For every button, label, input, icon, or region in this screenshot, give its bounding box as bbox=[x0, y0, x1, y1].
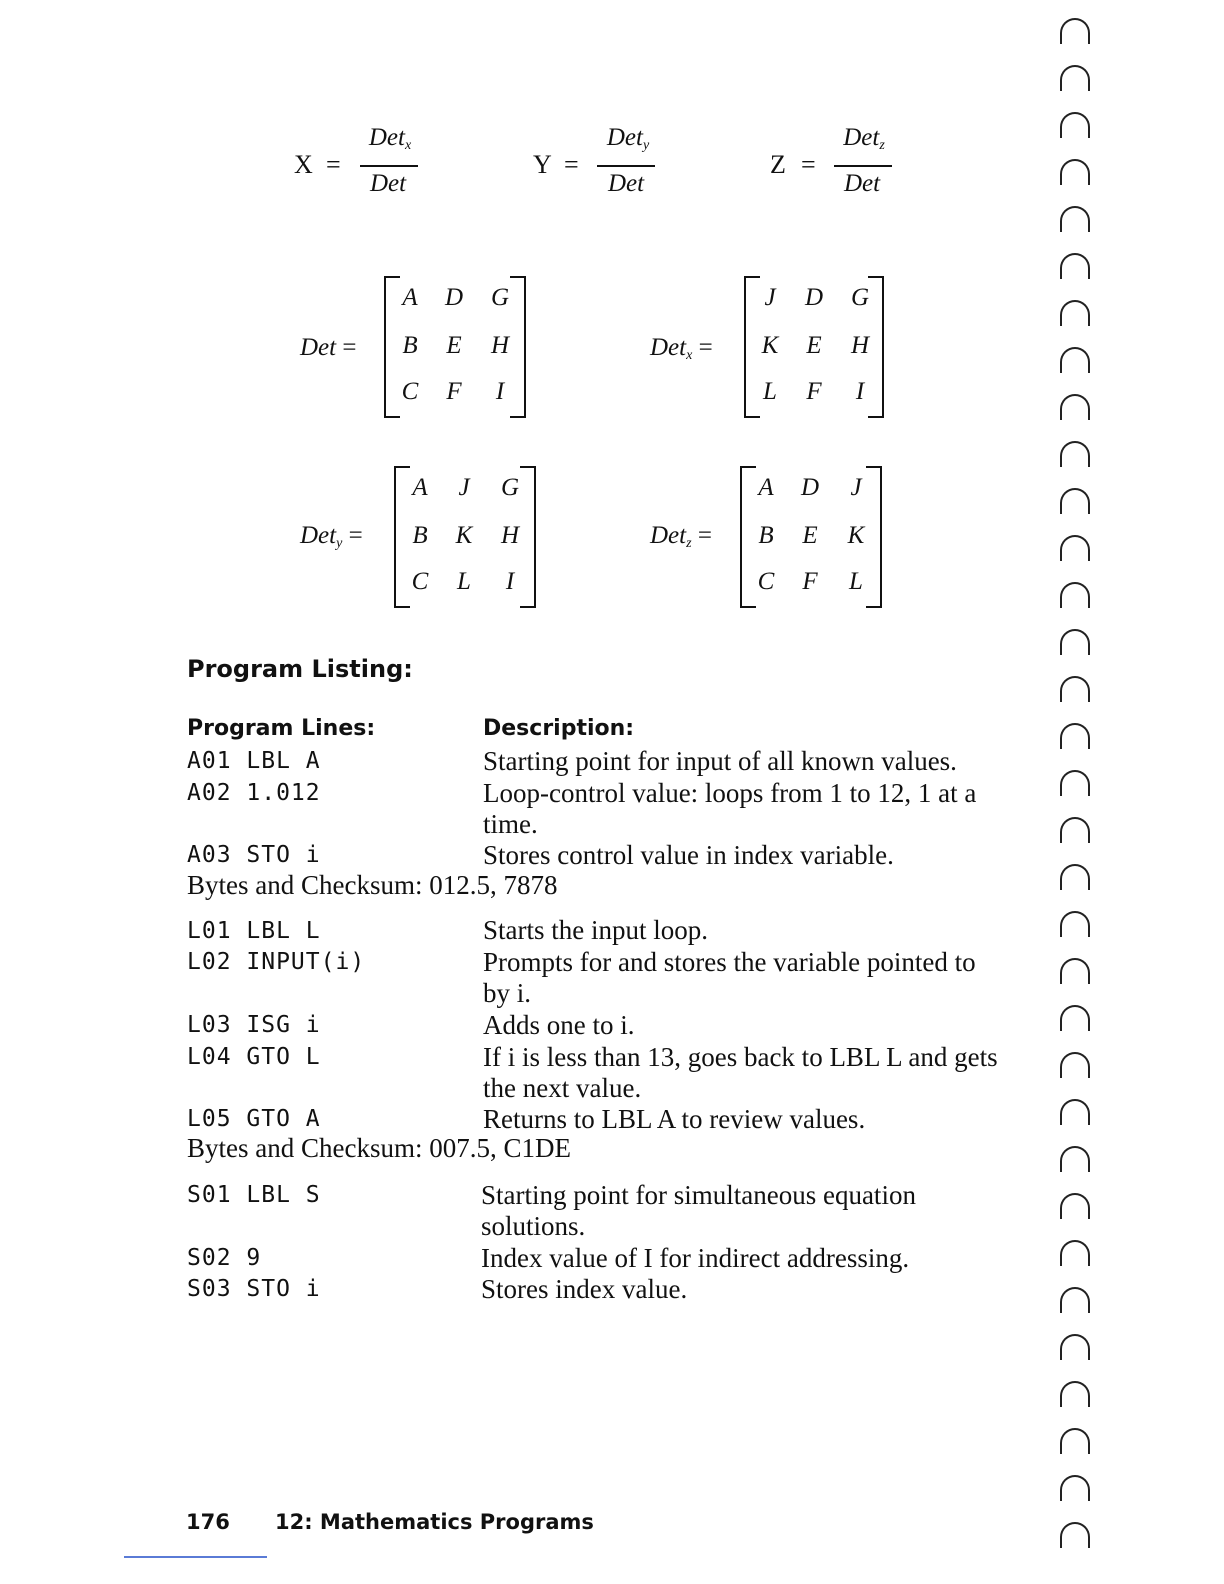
binding-ring bbox=[1060, 676, 1090, 702]
binding-ring bbox=[1060, 1146, 1090, 1172]
col-header-description: Description: bbox=[483, 716, 635, 741]
matrix-cell: J bbox=[764, 284, 776, 311]
matrix-cell: G bbox=[500, 474, 520, 501]
binding-ring bbox=[1060, 1287, 1090, 1313]
matrix-cell: B bbox=[402, 332, 418, 359]
binding-ring bbox=[1060, 1240, 1090, 1266]
matrix-det-label: Det = bbox=[300, 334, 357, 361]
eq-y-lhs: Y bbox=[533, 150, 552, 179]
matrix-cell: C bbox=[401, 378, 419, 405]
binding-ring bbox=[1060, 911, 1090, 937]
matrix-cell: L bbox=[457, 568, 471, 595]
matrix-detx-label: Det$_x$ = bbox=[650, 334, 713, 363]
matrix-cell: F bbox=[806, 378, 822, 405]
matrix-cell: G bbox=[850, 284, 870, 311]
matrix-dety-label: Det$_y$ = bbox=[300, 522, 363, 551]
line-description: If i is less than 13, goes back to LBL L and gets the next value. bbox=[483, 1042, 998, 1103]
eq-z-fraction-bar bbox=[834, 165, 892, 167]
binding-ring bbox=[1060, 112, 1090, 138]
matrix-cell: K bbox=[847, 522, 865, 549]
eq-x-lhs: X bbox=[294, 150, 313, 179]
binding-ring bbox=[1060, 159, 1090, 185]
program-line: S02 9 bbox=[187, 1245, 262, 1271]
matrix-cell: C bbox=[757, 568, 775, 595]
matrix-cell: F bbox=[446, 378, 462, 405]
checksum-line: Bytes and Checksum: 007.5, C1DE bbox=[187, 1133, 571, 1163]
binding-ring bbox=[1060, 441, 1090, 467]
line-description: Loop-control value: loops from 1 to 12, 1 at a time. bbox=[483, 778, 977, 839]
line-description: Returns to LBL A to review values. bbox=[483, 1104, 866, 1134]
program-line: L02 INPUT(i) bbox=[187, 949, 366, 975]
chapter-title: 12: Mathematics Programs bbox=[275, 1510, 594, 1534]
matrix-cell: L bbox=[763, 378, 777, 405]
binding-ring bbox=[1060, 253, 1090, 279]
eq-z-numerator: Det$_z$ bbox=[843, 124, 885, 153]
binding-ring bbox=[1060, 958, 1090, 984]
binding-ring bbox=[1060, 1381, 1090, 1407]
binding-ring bbox=[1060, 1334, 1090, 1360]
matrix-cell: H bbox=[850, 332, 870, 359]
binding-ring bbox=[1060, 206, 1090, 232]
program-line: L01 LBL L bbox=[187, 918, 321, 944]
eq-x-equals: = bbox=[326, 150, 341, 179]
matrix-cell: L bbox=[849, 568, 863, 595]
program-line: S01 LBL S bbox=[187, 1182, 321, 1208]
matrix-cell: E bbox=[446, 332, 462, 359]
binding-ring bbox=[1060, 1099, 1090, 1125]
matrix-cell: C bbox=[411, 568, 429, 595]
page-number: 176 bbox=[186, 1510, 230, 1534]
binding-ring bbox=[1060, 1475, 1090, 1501]
matrix-cell: K bbox=[761, 332, 779, 359]
matrix-cell: J bbox=[458, 474, 470, 501]
matrix-cell: D bbox=[444, 284, 464, 311]
matrix-detz bbox=[740, 466, 882, 608]
program-line: S03 STO i bbox=[187, 1276, 321, 1302]
eq-x-fraction-bar bbox=[360, 165, 418, 167]
line-description: Adds one to i. bbox=[483, 1010, 635, 1040]
binding-ring bbox=[1060, 394, 1090, 420]
matrix-cell: H bbox=[500, 522, 520, 549]
matrix-cell: I bbox=[505, 568, 515, 595]
binding-ring bbox=[1060, 1522, 1090, 1548]
eq-z-lhs: Z bbox=[770, 150, 786, 179]
line-description: Prompts for and stores the variable pointed to by i. bbox=[483, 947, 976, 1008]
binding-ring bbox=[1060, 1428, 1090, 1454]
line-description: Starting point for simultaneous equation solutions. bbox=[481, 1180, 916, 1241]
binding-ring bbox=[1060, 65, 1090, 91]
col-header-lines: Program Lines: bbox=[187, 716, 376, 741]
checksum-line: Bytes and Checksum: 012.5, 7878 bbox=[187, 870, 558, 900]
program-line: L03 ISG i bbox=[187, 1012, 321, 1038]
program-line: L04 GTO L bbox=[187, 1044, 321, 1070]
binding-ring bbox=[1060, 723, 1090, 749]
line-description: Starts the input loop. bbox=[483, 915, 708, 945]
matrix-cell: A bbox=[758, 474, 774, 501]
line-description: Stores index value. bbox=[481, 1274, 688, 1304]
binding-ring bbox=[1060, 770, 1090, 796]
matrix-cell: D bbox=[804, 284, 824, 311]
binding-ring bbox=[1060, 629, 1090, 655]
matrix-cell: A bbox=[412, 474, 428, 501]
matrix-cell: B bbox=[758, 522, 774, 549]
eq-y-fraction-bar bbox=[597, 165, 655, 167]
eq-x-numerator: Det$_x$ bbox=[368, 124, 412, 153]
matrix-detz-label: Det$_z$ = bbox=[650, 522, 712, 551]
program-line: A02 1.012 bbox=[187, 780, 321, 806]
binding-ring bbox=[1060, 864, 1090, 890]
binding-ring bbox=[1060, 347, 1090, 373]
listing-title: Program Listing: bbox=[187, 655, 413, 683]
line-description: Stores control value in index variable. bbox=[483, 840, 894, 870]
matrix-cell: A bbox=[402, 284, 418, 311]
matrix-cell: J bbox=[850, 474, 862, 501]
binding-ring bbox=[1060, 488, 1090, 514]
binding-ring bbox=[1060, 1193, 1090, 1219]
matrix-cell: E bbox=[806, 332, 822, 359]
eq-z-equals: = bbox=[801, 150, 816, 179]
binding-ring bbox=[1060, 1005, 1090, 1031]
matrix-cell: D bbox=[800, 474, 820, 501]
binding-ring bbox=[1060, 817, 1090, 843]
binding-ring bbox=[1060, 1052, 1090, 1078]
matrix-detx bbox=[744, 276, 884, 418]
matrix-cell: E bbox=[802, 522, 818, 549]
eq-x-denominator: Det bbox=[369, 170, 407, 197]
binding-ring bbox=[1060, 535, 1090, 561]
matrix-cell: K bbox=[455, 522, 473, 549]
eq-y-numerator: Det$_y$ bbox=[606, 124, 650, 153]
program-line: A03 STO i bbox=[187, 842, 321, 868]
program-line: A01 LBL A bbox=[187, 748, 321, 774]
matrix-cell: I bbox=[495, 378, 505, 405]
matrix-cell: F bbox=[802, 568, 818, 595]
binding-ring bbox=[1060, 18, 1090, 44]
matrix-cell: B bbox=[412, 522, 428, 549]
matrix-dety bbox=[394, 466, 536, 608]
line-description: Starting point for input of all known values. bbox=[483, 746, 957, 776]
matrix-cell: H bbox=[490, 332, 510, 359]
matrix-det bbox=[384, 276, 526, 418]
matrix-cell: G bbox=[490, 284, 510, 311]
eq-y-denominator: Det bbox=[607, 170, 645, 197]
eq-y-equals: = bbox=[564, 150, 579, 179]
binding-ring bbox=[1060, 582, 1090, 608]
binding-ring bbox=[1060, 300, 1090, 326]
matrix-cell: I bbox=[855, 378, 865, 405]
program-line: L05 GTO A bbox=[187, 1106, 321, 1132]
line-description: Index value of I for indirect addressing. bbox=[481, 1243, 910, 1273]
eq-z-denominator: Det bbox=[843, 170, 881, 197]
footer-rule bbox=[124, 1556, 267, 1558]
